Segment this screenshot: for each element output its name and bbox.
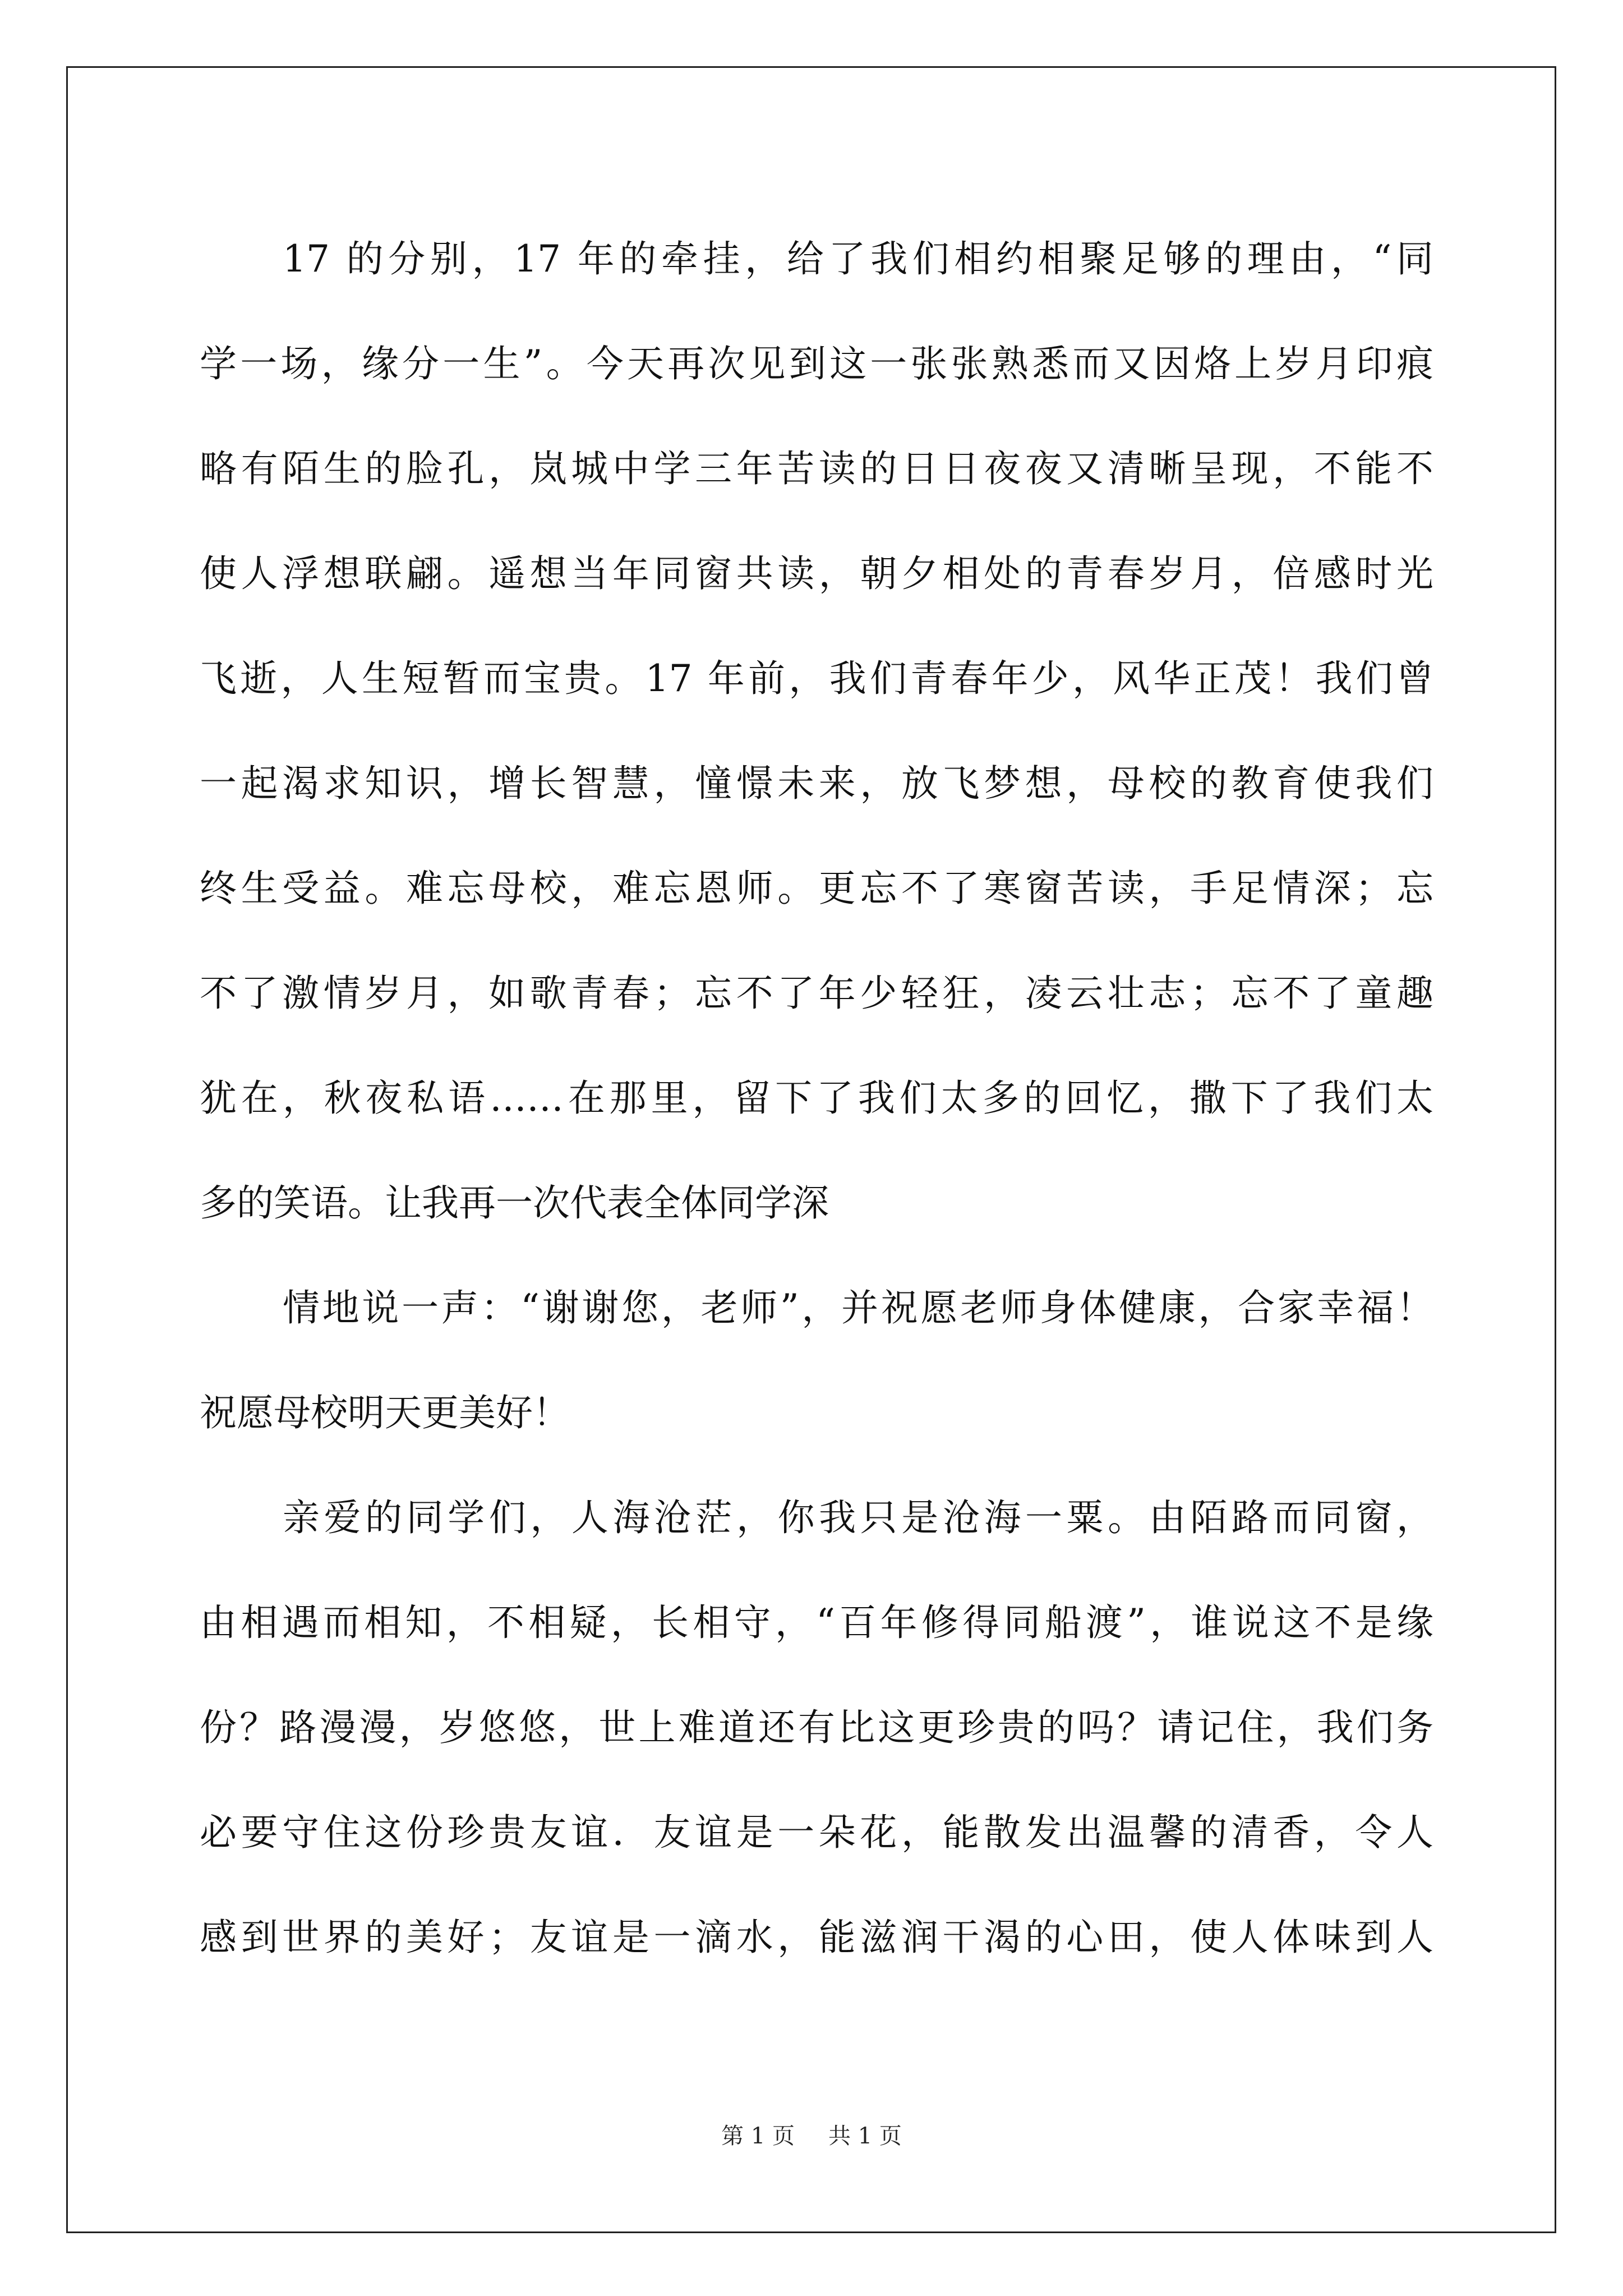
text-line: 学一场，缘分一生”。今天再次见到这一张张熟悉而又因烙上岁月印痕 (200, 342, 1433, 385)
text-line: 终生受益。难忘母校，难忘恩师。更忘不了寒窗苦读，手足情深；忘 (200, 867, 1433, 910)
text-line: 使人浮想联翩。遥想当年同窗共读，朝夕相处的青春岁月，倍感时光 (200, 552, 1433, 595)
text-line: 由相遇而相知，不相疑，长相守，“百年修得同船渡”，谁说这不是缘 (200, 1601, 1433, 1644)
page-number-current: 第 1 页 (721, 2123, 795, 2149)
text-line: 犹在，秋夜私语……在那里，留下了我们太多的回忆，撒下了我们太 (200, 1076, 1433, 1120)
text-line: 多的笑语。让我再一次代表全体同学深 (200, 1181, 829, 1225)
text-line: 情地说一声：“谢谢您，老师”，并祝愿老师身体健康，合家幸福！ (283, 1286, 1433, 1329)
text-line: 不了激情岁月，如歌青春；忘不了年少轻狂，凌云壮志；忘不了童趣 (200, 972, 1433, 1015)
page-number-total: 共 1 页 (828, 2123, 902, 2149)
document-body (200, 206, 1433, 1990)
text-line: 必要守住这份珍贵友谊．友谊是一朵花，能散发出温馨的清香，令人 (200, 1811, 1433, 1854)
text-line: 亲爱的同学们，人海沧茫，你我只是沧海一粟。由陌路而同窗， (283, 1496, 1433, 1539)
text-line: 飞逝，人生短暂而宝贵。17 年前，我们青春年少，风华正茂！我们曾 (200, 657, 1433, 700)
text-line: 祝愿母校明天更美好！ (200, 1391, 570, 1434)
text-line: 略有陌生的脸孔，岚城中学三年苦读的日日夜夜又清晰呈现，不能不 (200, 447, 1433, 490)
text-line: 份？路漫漫，岁悠悠，世上难道还有比这更珍贵的吗？请记住，我们务 (200, 1706, 1433, 1749)
page-footer (0, 2119, 1623, 2153)
text-line: 一起渴求知识，增长智慧，憧憬未来，放飞梦想，母校的教育使我们 (200, 762, 1433, 805)
text-line: 感到世界的美好；友谊是一滴水，能滋润干渴的心田，使人体味到人 (200, 1916, 1433, 1959)
text-line: 17 的分别，17 年的牵挂，给了我们相约相聚足够的理由，“同 (283, 237, 1433, 280)
